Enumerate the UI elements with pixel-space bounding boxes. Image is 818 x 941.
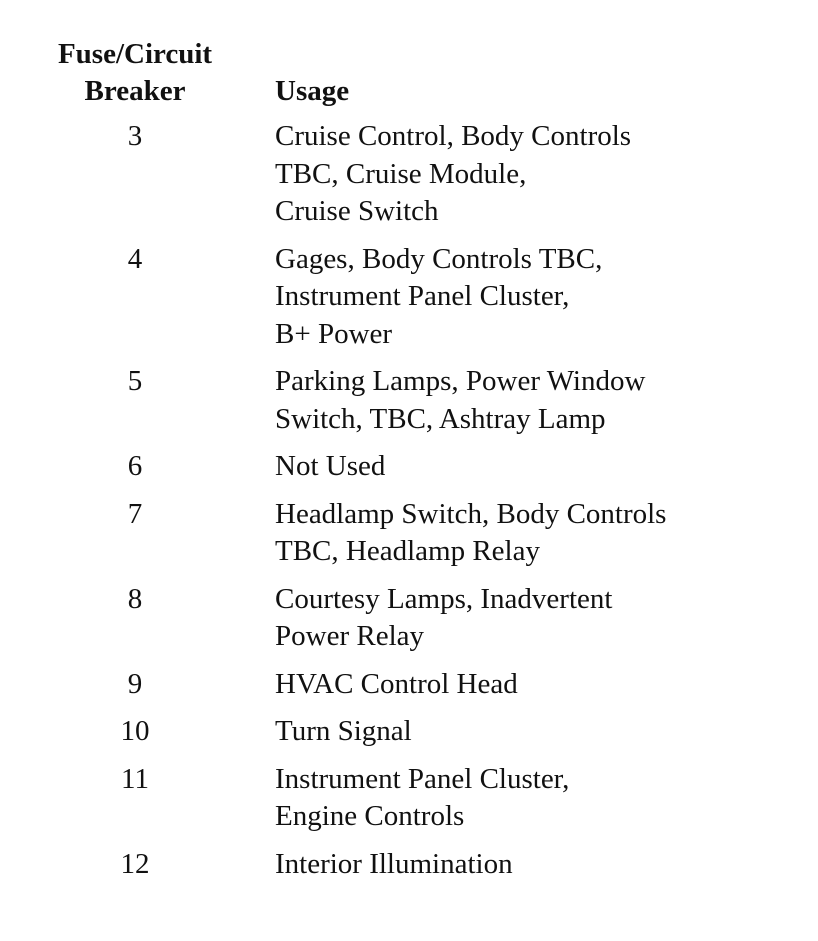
fuse-number: 5	[127, 365, 143, 397]
usage-text	[275, 363, 818, 438]
usage-line: TBC, Cruise Module,	[275, 157, 527, 190]
usage-line: Not Used	[275, 450, 386, 482]
fuse-number: 12	[120, 847, 150, 880]
table-row	[0, 846, 818, 884]
table-row	[0, 666, 818, 704]
usage-line: Interior Illumination	[275, 847, 513, 880]
usage-line: TBC, Headlamp Relay	[275, 535, 540, 567]
usage-line: Instrument Panel Cluster,	[275, 280, 570, 312]
usage-text	[275, 581, 818, 656]
usage-line: Instrument Panel Cluster,	[275, 762, 570, 795]
usage-text	[275, 241, 818, 354]
usage-column-header: Usage	[275, 75, 350, 107]
usage-line: Power Relay	[275, 620, 424, 652]
table-row	[0, 241, 818, 354]
usage-line: Parking Lamps, Power Window	[275, 365, 646, 397]
usage-line: B+ Power	[275, 317, 393, 350]
usage-line: HVAC Control Head	[275, 667, 518, 700]
usage-line: Courtesy Lamps, Inadvertent	[275, 582, 613, 615]
table-row	[0, 118, 818, 231]
fuse-number: 9	[127, 667, 143, 700]
fuse-column-header	[30, 36, 240, 110]
fuse-number: 4	[127, 242, 143, 275]
usage-text	[275, 846, 818, 884]
table-row	[0, 448, 818, 486]
fuse-number: 3	[127, 120, 143, 152]
usage-text	[275, 496, 818, 571]
usage-text	[275, 666, 818, 704]
fuse-header-line-2: Breaker	[84, 75, 186, 107]
usage-line: Cruise Switch	[275, 195, 439, 227]
table-header	[0, 36, 818, 116]
fuse-number: 6	[127, 450, 143, 482]
table-row	[0, 496, 818, 571]
table-row	[0, 713, 818, 751]
usage-line: Cruise Control, Body Controls	[275, 120, 632, 152]
usage-text	[275, 761, 818, 836]
usage-line: Headlamp Switch, Body Controls	[275, 497, 667, 530]
fuse-number: 7	[127, 497, 143, 530]
usage-text	[275, 118, 818, 231]
table-row	[0, 761, 818, 836]
usage-text	[275, 713, 818, 751]
usage-line: Engine Controls	[275, 800, 465, 832]
table-row	[0, 581, 818, 656]
fuse-number: 8	[127, 582, 143, 615]
table-body	[0, 118, 818, 893]
usage-line: Switch, TBC, Ashtray Lamp	[275, 402, 606, 435]
fuse-number: 10	[120, 715, 150, 747]
usage-line: Turn Signal	[275, 715, 412, 747]
fuse-header-line-1: Fuse/Circuit	[57, 38, 213, 70]
usage-line: Gages, Body Controls TBC,	[275, 242, 603, 275]
usage-text	[275, 448, 818, 486]
fuse-number: 11	[121, 762, 149, 795]
table-row	[0, 363, 818, 438]
